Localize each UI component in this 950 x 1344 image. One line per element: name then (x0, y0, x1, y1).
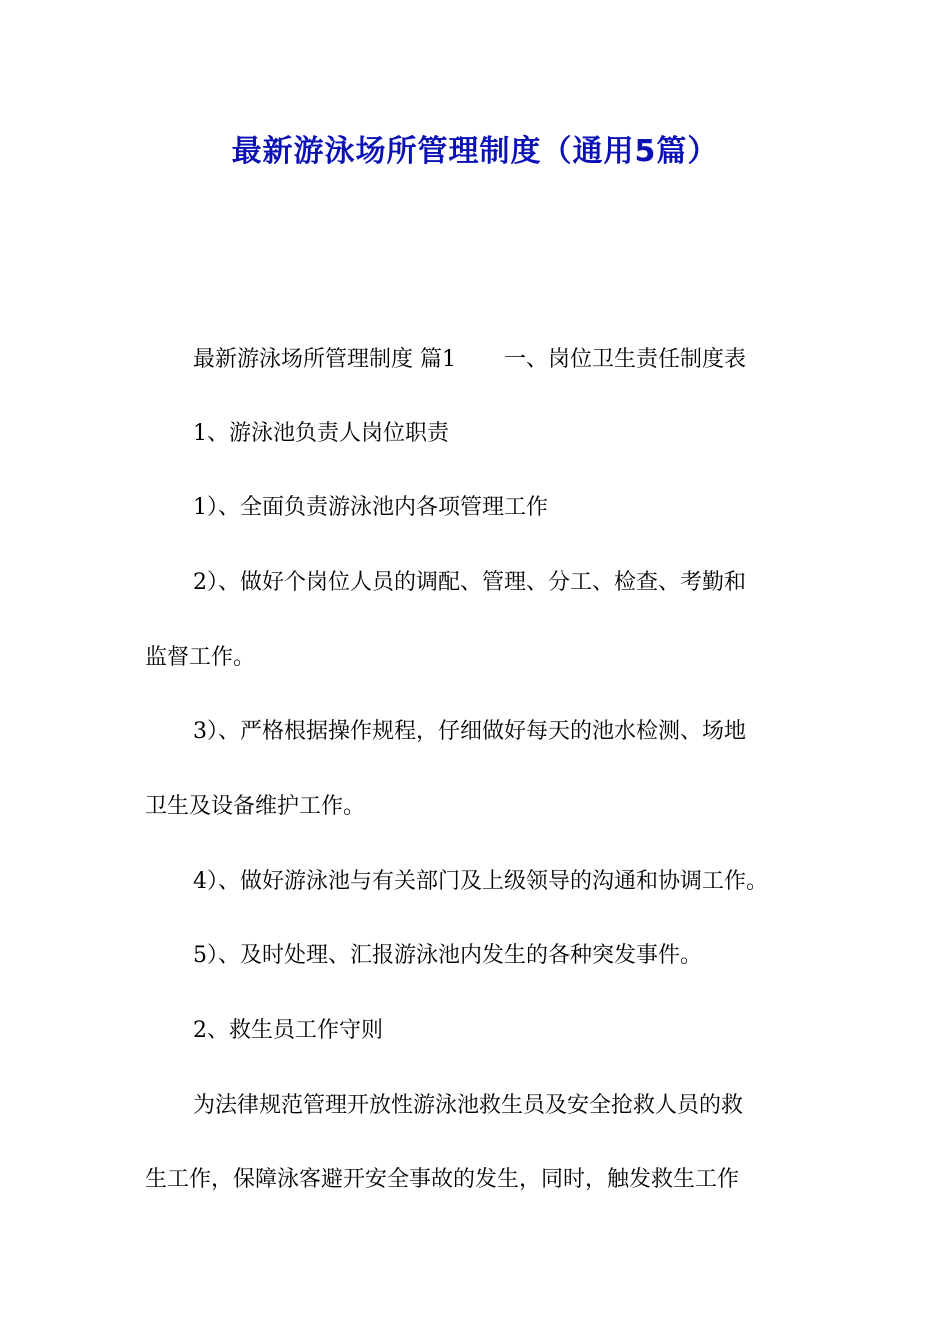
section-heading-part2: 一、岗位卫生责任制度表 (504, 347, 747, 372)
paragraph-line: 3）、严格根据操作规程，仔细做好每天的池水检测、场地 (193, 719, 746, 744)
section-heading-part1: 最新游泳场所管理制度 篇1 (193, 347, 456, 372)
paragraph-line: 2）、做好个岗位人员的调配、管理、分工、检查、考勤和 (193, 570, 746, 595)
paragraph-line: 5）、及时处理、汇报游泳池内发生的各种突发事件。 (193, 943, 702, 968)
document-title: 最新游泳场所管理制度（通用5篇） (231, 134, 719, 169)
paragraph-line: 为法律规范管理开放性游泳池救生员及安全抢救人员的救 (193, 1093, 744, 1118)
paragraph-line: 监督工作。 (145, 645, 256, 670)
paragraph-line: 2、救生员工作守则 (193, 1018, 383, 1043)
paragraph-line: 1）、全面负责游泳池内各项管理工作 (193, 495, 548, 520)
paragraph-line: 生工作，保障泳客避开安全事故的发生，同时，触发救生工作 (145, 1167, 740, 1192)
paragraph-line: 4）、做好游泳池与有关部门及上级领导的沟通和协调工作。 (193, 869, 768, 894)
paragraph-line: 卫生及设备维护工作。 (145, 794, 366, 819)
section-heading (145, 344, 873, 376)
paragraph-line: 1、游泳池负责人岗位职责 (193, 421, 449, 446)
